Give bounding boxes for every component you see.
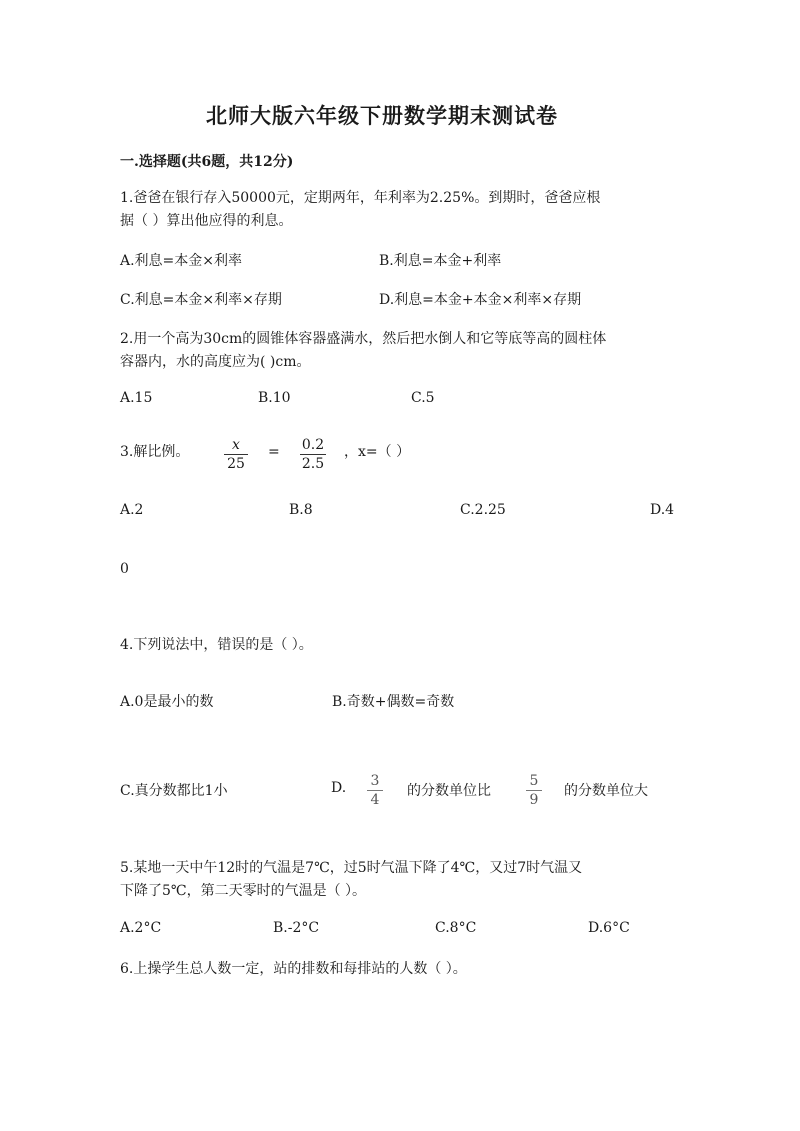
question-2-line-2: 容器内，水的高度应为( )cm。: [120, 354, 311, 370]
question-3-fraction-0.2-over-2.5: [300, 437, 326, 472]
question-1-option-a: A.利息=本金×利率: [120, 253, 243, 269]
question-5-option-a: A.2°C: [120, 920, 162, 936]
fraction-numerator: 0.2: [301, 437, 325, 453]
question-1-line-1: 1.爸爸在银行存入50000元，定期两年，年利率为2.25%。到期时，爸爸应根: [120, 190, 601, 206]
question-4-line-1: 4.下列说法中，错误的是（ ）。: [120, 637, 313, 653]
question-3-fraction-x-over-25: [224, 437, 248, 472]
question-4-option-d-label: D.: [331, 780, 347, 796]
question-3-suffix: ，x=（ ）: [344, 444, 411, 460]
fraction-bar: [367, 790, 383, 791]
question-1-line-2: 据（ ）算出他应得的利息。: [120, 213, 293, 229]
question-5-option-d: D.6°C: [588, 920, 630, 936]
fraction-numerator: 3: [370, 773, 380, 789]
question-3-option-b: B.8: [289, 502, 313, 518]
question-2-option-b: B.10: [258, 390, 291, 406]
fraction-denominator: 4: [370, 792, 380, 808]
question-4-fraction-5-over-9: [526, 773, 542, 808]
question-2-option-a: A.15: [120, 390, 153, 406]
fraction-numerator: 5: [529, 773, 539, 789]
question-3-option-c: C.2.25: [460, 502, 506, 518]
question-1-option-d: D.利息=本金+本金×利率×存期: [379, 292, 582, 308]
question-4-option-c: C.真分数都比1小: [120, 783, 228, 799]
question-1-option-b: B.利息=本金+利率: [379, 253, 502, 269]
question-6-line-1: 6.上操学生总人数一定，站的排数和每排站的人数（ ）。: [120, 961, 467, 977]
question-3-option-d: D.4: [650, 502, 675, 518]
question-4-option-d-end: 的分数单位大: [564, 783, 648, 799]
question-4-option-a: A.0是最小的数: [120, 694, 214, 710]
question-2-line-1: 2.用一个高为30cm的圆锥体容器盛满水，然后把水倒人和它等底等高的圆柱体: [120, 331, 607, 347]
question-3-prefix: 3.解比例。: [120, 444, 190, 460]
section-heading: 一.选择题(共6题，共12分): [120, 154, 294, 170]
question-4-option-d-middle: 的分数单位比: [407, 783, 491, 799]
question-5-line-1: 5.某地一天中午12时的气温是7℃，过5时气温下降了4℃，又过7时气温又: [120, 860, 583, 876]
page-title: 北师大版六年级下册数学期末测试卷: [206, 103, 558, 128]
question-3-option-d-wrap: 0: [120, 561, 129, 577]
question-5-option-c: C.8°C: [435, 920, 477, 936]
question-1-option-c: C.利息=本金×利率×存期: [120, 292, 282, 308]
question-3-equals: =: [268, 444, 280, 460]
fraction-bar: [300, 454, 326, 455]
fraction-denominator: 2.5: [301, 456, 325, 472]
fraction-denominator: 25: [227, 456, 245, 472]
fraction-denominator: 9: [529, 792, 539, 808]
question-3-option-a: A.2: [120, 502, 144, 518]
fraction-bar: [224, 454, 248, 455]
fraction-bar: [526, 790, 542, 791]
question-2-option-c: C.5: [411, 390, 435, 406]
question-4-fraction-3-over-4: [367, 773, 383, 808]
question-5-line-2: 下降了5℃，第二天零时的气温是（ ）。: [120, 883, 367, 899]
question-5-option-b: B.-2°C: [273, 920, 320, 936]
fraction-numerator: x: [232, 437, 240, 453]
question-4-option-b: B.奇数+偶数=奇数: [332, 694, 455, 710]
